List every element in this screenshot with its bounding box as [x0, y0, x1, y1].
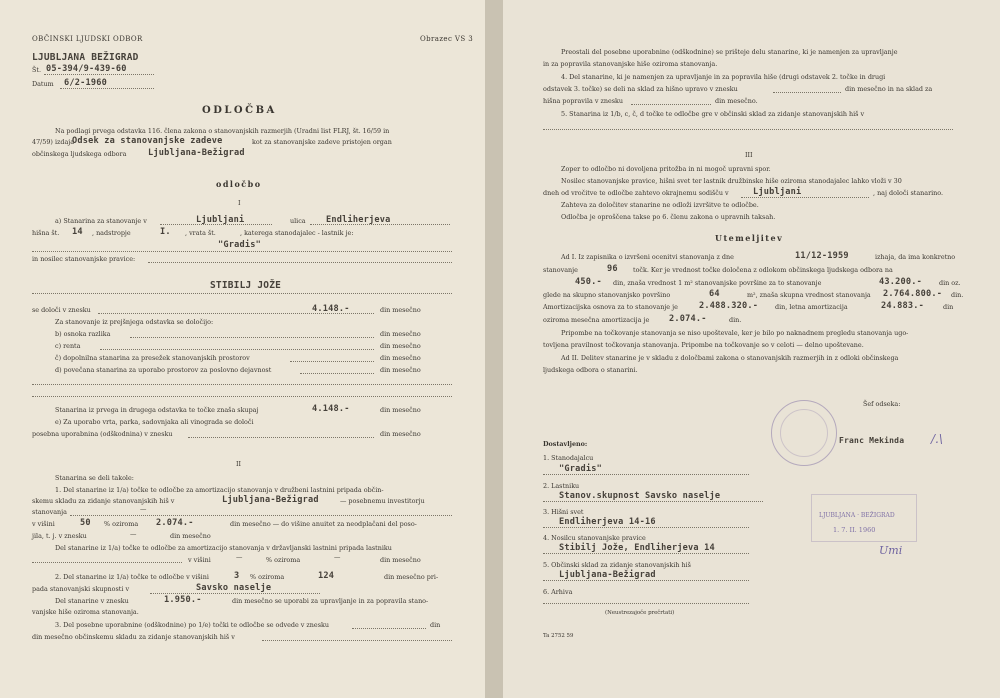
maintenance-amount: 1.950.- [164, 595, 202, 605]
visini-label: v višini [32, 520, 55, 528]
unit: din mesečno [380, 306, 421, 314]
u-line-5: Amortizacijska osnova za to stanovanje je [543, 303, 678, 311]
u-line-3-end: din oz. [939, 279, 961, 287]
recipient-1-label: 1. Stanodajalcu [543, 454, 594, 462]
area: 64 [709, 289, 720, 299]
datum-label: Datum [32, 80, 54, 88]
signer-name: Franc Mekinda [839, 436, 905, 445]
u-line-9: Ad II. Delitev stanarine je v skladu z določbami zakona o stanovanjskih razmerjih in z odloki občinskega [561, 354, 899, 362]
date-stamp-text: LJUBLJANA · BEŽIGRAD [819, 512, 895, 519]
org-header: OBČINSKI LJUDSKI ODBOR [32, 35, 143, 43]
nadstropje-label: , nadstropje [92, 229, 131, 237]
r-line-6: 5. Stanarina iz 1/b, c, č, d točke te odločbe gre v občinski sklad za zidanje stanovanjskih hiš v [561, 110, 865, 118]
unit: din mesečno [380, 406, 421, 414]
unit: din mesečno [380, 366, 421, 374]
value-per-m2: 43.200.- [879, 277, 922, 287]
house-number: 14 [72, 227, 83, 237]
r-line-9-end: , naj določi stanarino. [873, 189, 944, 197]
item-e-2: posebna uporabnina (odškodnina) v znesku [32, 430, 173, 438]
percent-1: 50 [80, 518, 91, 528]
community-name: Savsko naselje [196, 583, 272, 593]
annual-amortization: 24.883.- [881, 301, 924, 311]
assessment-date: 11/12-1959 [795, 251, 849, 261]
footer-code: Ta 2752 59 [543, 633, 574, 639]
floor: I. [160, 227, 171, 237]
municipality: Ljubljana-Bežigrad [148, 148, 245, 158]
recipient-1: "Gradis" [559, 464, 602, 474]
u-line-10: ljudskega odbora o stanarini. [543, 366, 638, 374]
r-line-7: Zoper to odločbo ni dovoljena pritožba in ni mogoč upravni spor. [561, 165, 771, 173]
u-line-2-end: točk. Ker je vrednost točke določena z odlokom občinskega ljudskega odbora na [633, 266, 893, 274]
signature-mark: /.\ [931, 432, 943, 446]
p4-line-2: din mesečno občinskemu skladu za zidanje stanovanjskih hiš v [32, 633, 235, 641]
item-d: d) povečana stanarina za uporabo prostorov za poslovno dejavnost [55, 366, 272, 374]
st-label: Št. [32, 66, 41, 74]
section-1: I [238, 199, 241, 207]
hisna-label: hišna št. [32, 229, 60, 237]
items-label: Za stanovanje iz prejšnjega odstavka se določijo: [55, 318, 214, 326]
total-value: 2.764.800.- [883, 289, 943, 299]
r-line-2: in za popravila stanovanjske hiše oziroma stanovanja. [543, 60, 718, 68]
item-c: c) renta [55, 342, 81, 350]
division-label: Stanarina se deli takole: [55, 474, 134, 482]
section-3: III [745, 151, 753, 159]
unit: din mesečno [380, 556, 421, 564]
point-value: 450.- [575, 277, 602, 287]
monthly-amortization: 2.074.- [669, 314, 707, 324]
p1-line-2: skemu skladu za zidanje stanovanjskih hiš v [32, 497, 175, 505]
a-label: a) Stanarina za stanovanje v [55, 217, 147, 225]
recipient-4-label: 4. Nosilcu stanovanjske pravice [543, 534, 646, 542]
r-line-4: odstavek 3. točke) se deli na sklad za hišno upravo v znesku [543, 85, 738, 93]
u-line-7: Pripombe na točkovanje stanovanja se niso upoštevale, ker je bilo po naknadnem pregledu stanovanja ugo- [561, 329, 909, 337]
amount-label: se določi v znesku [32, 306, 91, 314]
city-stamp: LJUBLJANA BEŽIGRAD [32, 52, 139, 63]
unit: din mesečno [170, 532, 211, 540]
u-line-1: Ad I. Iz zapisnika o izvršeni ocenitvi stanovanja z dne [561, 253, 734, 261]
u-line-4: glede na skupno stanovanjsko površino [543, 291, 671, 299]
r-line-3: 4. Del stanarine, ki je namenjen za upravljanje in za popravila hiše (drugi odstavek 2. točke in drugi [561, 73, 886, 81]
dash: — [140, 505, 147, 513]
total-label: Stanarina iz prvega in drugega odstavka te točke znaša skupaj [55, 406, 259, 414]
datum-value: 6/2-1960 [64, 78, 107, 88]
unit: din mesečno [380, 342, 421, 350]
din-unit: din [430, 621, 441, 629]
r-line-9: dneh od vročitve te odločbe zahtevo okrajnemu sodišču v [543, 189, 729, 197]
tenant-name: STIBILJ JOŽE [210, 280, 282, 291]
u-line-5-end: din [943, 303, 954, 311]
u-line-4-end: din. [951, 291, 964, 299]
ulica-label: ulica [290, 217, 306, 225]
recipient-2-label: 2. Lastniku [543, 482, 580, 490]
rent-amount: 4.148.- [312, 304, 350, 314]
u-line-4-mid: m², znaša skupna vrednost stanovanja [747, 291, 871, 299]
r-line-8: Nosilec stanovanjske pravice, hišni svet ter lastnik družbinske hiše oziroma stanodajalec lahko vloži v 30 [561, 177, 902, 185]
recipient-5-label: 5. Občinski sklad za zidanje stanovanjskih hiš [543, 561, 691, 569]
p3-line-1: Del stanarine v znesku [55, 597, 129, 605]
a-city: Ljubljani [196, 215, 245, 225]
odlocbo-heading: odločbo [216, 179, 262, 189]
r-line-5-end: din mesečno. [715, 97, 758, 105]
issuing-office: Odsek za stanovanjske zadeve [72, 136, 223, 146]
st-value: 05-394/9-439-60 [46, 64, 127, 74]
intro-line-1: Na podlagi prvega odstavka 116. člena zakona o stanovanjskih razmerjih (Uradni list FLRJ, št. 16/59 in [55, 127, 390, 135]
fund-city: Ljubljana-Bežigrad [222, 495, 319, 505]
r-line-10: Zahteva za določitev stanarine ne odloži izvršitve te odločbe. [561, 201, 759, 209]
u-line-8: tovljena pravilnost točkovanja stanovanja. Pripombe na točkovanje so v celoti — delno upoštevane. [543, 341, 864, 349]
date-stamp-date: 1. 7. II. 1960 [833, 526, 876, 534]
item-e-1: e) Za uporabo vrta, parka, sadovnjaka ali vinograda se določi [55, 418, 254, 426]
p2-line-1: 2. Del stanarine iz 1/a) točke te odločbe v višini [55, 573, 209, 581]
p3-line-1-end: din mesečno se uporabi za upravljanje in za popravila stano- [232, 597, 429, 605]
percent-label: % oziroma [104, 520, 139, 528]
form-code: Obrazec VS 3 [420, 35, 474, 43]
intro-line-2: 47/59) izdaja [32, 138, 75, 146]
community-amount: 124 [318, 571, 335, 581]
r-line-1: Preostali del posebne uporabnine (odškodnine) se prišteje delu stanarine, ki je namenjen za upravljanje [561, 48, 898, 56]
recipient-4: Stibilj Jože, Endliherjeva 14 [559, 543, 715, 553]
recipient-3-label: 3. Hišni svet [543, 508, 584, 516]
p2-line-2: pada stanovanjski skupnosti v [32, 585, 130, 593]
u-line-6: oziroma mesečna amortizacija je [543, 316, 650, 324]
u-line-2: stanovanje [543, 266, 578, 274]
owner: "Gradis" [218, 240, 261, 250]
unit: din mesečno [380, 330, 421, 338]
u-line-3: din, znaša vrednost 1 m² stanovanjske površine za to stanovanje [613, 279, 822, 287]
owner-label: , katerega stanodajalec - lastnik je: [240, 229, 354, 237]
recipient-3: Endliherjeva 14-16 [559, 517, 656, 527]
r-line-5: hišna popravila v znesku [543, 97, 624, 105]
u-line-5-mid: din, letna amortizacija [775, 303, 848, 311]
r-line-4-end: din mesečno in na sklad za [845, 85, 933, 93]
dash: — [130, 530, 137, 538]
u-line-1-end: izhaja, da ima konkretno [875, 253, 956, 261]
stanovanja-label: stanovanja [32, 508, 67, 516]
justification-heading: Utemeljitev [715, 233, 784, 243]
percent-2: 3 [234, 571, 240, 581]
section-2: II [236, 460, 242, 468]
r-line-11: Odločba je oproščena takse po 6. členu zakona o upravnih taksah. [561, 213, 776, 221]
p3-line-2: vanjske hiše oziroma stanovanja. [32, 608, 139, 616]
u-line-6-end: din. [729, 316, 742, 324]
dash: — [334, 553, 341, 561]
percent-label: % oziroma [266, 556, 301, 564]
item-b: b) osnoka razlika [55, 330, 111, 338]
recipient-5: Ljubljana-Bežigrad [559, 570, 656, 580]
tenant-label: in nosilec stanovanjske pravice: [32, 255, 136, 263]
document-title: ODLOČBA [202, 105, 277, 116]
total-amount: 4.148.- [312, 404, 350, 414]
dash: — [236, 553, 243, 561]
points: 96 [607, 264, 618, 274]
recipient-6-label: 6. Arhiva [543, 588, 573, 596]
p1-line-5: jila, t. j. v znesku [32, 532, 87, 540]
amortization-base: 2.488.320.- [699, 301, 759, 311]
unit: din mesečno [380, 430, 421, 438]
percent-label: % oziroma [250, 573, 285, 581]
intro-line-2-end: kot za stanovanjske zadeve pristojen organ [252, 138, 392, 146]
unit: din mesečno [380, 354, 421, 362]
amortization-amount: 2.074.- [156, 518, 194, 528]
p1-line-6: Del stanarine iz 1/a) točke te odločbe za amortizacijo stanovanja v državljanski lastnini pripada lastniku [55, 544, 392, 552]
p1-line-4: din mesečno — do višine anuitet za neodplačani del poso- [230, 520, 417, 528]
court-city: Ljubljani [753, 187, 802, 197]
left-page [0, 0, 485, 698]
round-stamp [771, 400, 837, 466]
p4-line-1: 3. Del posebne uporabnine (odškodnine) po 1/e) točki te odločbe se odvede v znesku [55, 621, 329, 629]
strike-note: (Neustrezajoče prečrtati) [605, 610, 675, 616]
recipient-2: Stanov.skupnost Savsko naselje [559, 491, 721, 501]
page-gutter [485, 0, 503, 698]
p2-line-1-end: din mesečno pri- [384, 573, 439, 581]
a-street: Endliherjeva [326, 215, 391, 225]
item-c2: č) dopolnilna stanarina za presežek stanovanjskih prostorov [55, 354, 250, 362]
intro-line-3: občinskega ljudskega odbora [32, 150, 127, 158]
distribution-heading: Dostavljeno: [543, 440, 588, 448]
head-label: Šef odseka: [863, 400, 901, 408]
v-visini: v višini [188, 556, 211, 564]
right-page [503, 0, 1000, 698]
vrata-label: , vrata št. [185, 229, 216, 237]
stamp-initials: Umi [879, 544, 903, 557]
p1-line-2-end: — posebnemu investitorju [340, 497, 425, 505]
p1-line-1: 1. Del stanarine iz 1/a) točke te odločbe za amortizacijo stanovanja v družbeni lastnini pripada občin- [55, 486, 384, 494]
